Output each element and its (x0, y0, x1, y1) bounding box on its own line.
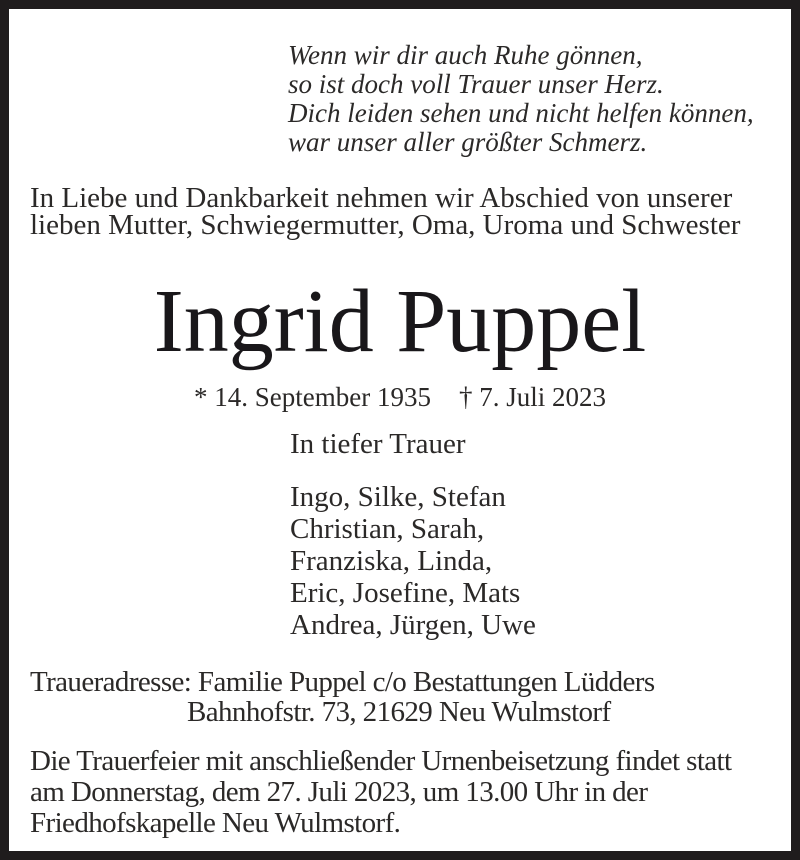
mourner-line: Ingo, Silke, Stefan (290, 481, 506, 513)
verse-line: war unser aller größter Schmerz. (288, 127, 648, 157)
address-street: Bahnhofstr. 73, 21629 Neu Wulmstorf (187, 696, 611, 728)
address-block (30, 667, 655, 727)
funeral-line: Friedhofskapelle Neu Wulmstorf. (30, 807, 401, 839)
mourners-list (290, 481, 536, 641)
mourner-line: Franziska, Linda, (290, 545, 493, 577)
address-recipient: Familie Puppel c/o Bestattungen Lüdders (197, 666, 655, 698)
verse-line: Dich leiden sehen und nicht helfen können, (288, 98, 754, 128)
verse-block (288, 41, 754, 157)
mourner-line: Andrea, Jürgen, Uwe (290, 609, 536, 641)
mourner-line: Eric, Josefine, Mats (290, 577, 521, 609)
intro-block (30, 182, 741, 241)
mourning-label: In tiefer Trauer (290, 428, 466, 460)
address-label: Traueradresse: (30, 666, 192, 698)
funeral-line: Die Trauerfeier mit anschließender Urnenbeisetzung findet statt (30, 745, 732, 777)
intro-line: lieben Mutter, Schwiegermutter, Oma, Uroma und Schwester (30, 209, 741, 241)
funeral-line: am Donnerstag, dem 27. Juli 2023, um 13.00 Uhr in der (30, 776, 648, 808)
death-date: † 7. Juli 2023 (458, 382, 606, 412)
life-dates (9, 382, 791, 412)
address-line (30, 667, 655, 697)
birth-date: * 14. September 1935 (194, 382, 431, 412)
verse-line: so ist doch voll Trauer unser Herz. (288, 69, 664, 99)
verse-line: Wenn wir dir auch Ruhe gönnen, (288, 40, 643, 70)
funeral-info-block (30, 746, 731, 839)
deceased-name: Ingrid Puppel (153, 272, 647, 371)
mourner-line: Christian, Sarah, (290, 513, 485, 545)
intro-line: In Liebe und Dankbarkeit nehmen wir Abschied von unserer (30, 182, 733, 214)
